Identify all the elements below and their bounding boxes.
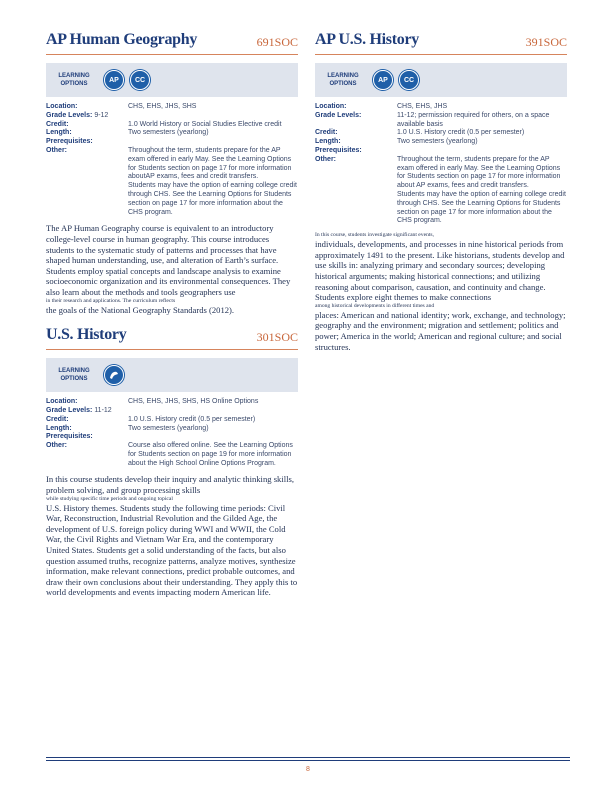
description-text-end: places: American and national identity; work, exchange, and technology; geography and the environment; migration and settlement; politics and power; America in the world; American and regional culture; and social structures. [315, 309, 566, 352]
concurrent-credit-icon: CC [130, 70, 150, 90]
length-label: Length: [315, 138, 341, 146]
online-icon [104, 365, 124, 385]
location-value: CHS, EHS, JHS, SHS [128, 103, 197, 110]
ap-icon: AP [373, 70, 393, 90]
credit-label: Credit: [46, 415, 69, 423]
grade-label: Grade Levels: [46, 406, 93, 414]
ap-icon: AP [104, 70, 124, 90]
grade-label: Grade Levels: [46, 111, 93, 119]
course-info [46, 398, 298, 468]
other-paragraph: Throughout the term, students prepare for the AP exam offered in early May. See the Learning Options for Students section on page 17 for more information about AP exams, fees and credit transfers. [397, 155, 561, 190]
course-description [46, 474, 298, 598]
course-info [315, 103, 567, 226]
grade-label: Grade Levels: [315, 111, 362, 119]
footer-rule [46, 757, 570, 761]
learning-options-band [46, 63, 298, 97]
location-label: Location: [46, 103, 78, 110]
other-value [397, 156, 567, 226]
learning-options-label: LEARNING OPTIONS [58, 368, 90, 383]
credit-value: 1.0 U.S. History credit (0.5 per semester) [128, 415, 256, 423]
description-fine-print: among historical developments in different times and [315, 302, 435, 309]
course-description [315, 232, 567, 352]
description-fine-print: In this course, students investigate significant events, [315, 232, 434, 239]
course-description [46, 223, 298, 315]
course-us-history [46, 325, 298, 598]
other-paragraph: Students may have the option of earning college credit through CHS. See the Learning Options for Students section on page 17 for more information about the CHS program. [128, 182, 297, 216]
credit-label: Credit: [46, 120, 69, 128]
description-fine-print: while studying specific time periods and ongoing topical [46, 495, 173, 502]
length-value: Two semesters (yearlong) [397, 138, 478, 146]
other-label: Other: [46, 442, 67, 450]
page-number: 8 [306, 766, 310, 773]
grade-value: 11-12 [94, 406, 112, 414]
course-code: 391SOC [525, 35, 567, 49]
course-header [46, 30, 298, 55]
grade-value: 9-12 [94, 111, 109, 119]
course-ap-human-geography [46, 30, 298, 315]
location-value: CHS, EHS, JHS, SHS, HS Online Options [128, 398, 259, 406]
description-text-end: the goals of the National Geography Standards (2012). [46, 304, 235, 315]
location-label: Location: [315, 103, 347, 110]
prereq-label: Prerequisites: [315, 146, 362, 154]
prereq-label: Prerequisites: [46, 138, 93, 146]
prereq-label: Prerequisites: [46, 433, 93, 441]
description-text-end: U.S. History themes. Students study the following time periods: Civil War, Reconstruction, Industrial Revolution and the Gilded Age, the development of U.S. foreign policy during WWI and WWII, the Cold War, the Civil Rights and Vietnam War Era, and the contemporary United States. Students get a solid understanding of the facts, but also question assumed truths, recognize patterns, analyze motives, synthesize information, make relevant connections, predict probable outcomes, and draw their own conclusions about their understanding. They apply this to world developments and events impacting modern American life. [46, 502, 298, 598]
left-column [46, 30, 298, 598]
description-text: The AP Human Geography course is equivalent to an introductory college-level course in human geography. This course introduces students to the systematic study of patterns and processes that have shaped human understanding, use, and alteration of Earth’s surface. Students employ spatial concepts and landscape analysis to examine socioeconomic organization and its environmental consequences. They also learn about the methods and tools geographers use [46, 223, 291, 297]
learning-options-label: LEARNING OPTIONS [327, 73, 359, 87]
description-fine-print: in their research and applications. The curriculum reflects [46, 297, 176, 304]
learning-options-band [46, 358, 298, 392]
description-text: individuals, developments, and processes in nine historical periods from approximately 1491 to the present. Like historians, students develop and use skills in: analyzing primary and secondary sources; developing historical arguments; making historical connections; and utilizing reasoning about comparison, causation, and continuity and change. Students explore eight themes to make connections [315, 239, 565, 303]
course-title: AP U.S. History [315, 31, 419, 48]
length-value: Two semesters (yearlong) [128, 129, 209, 137]
learning-options-band [315, 63, 567, 97]
learning-options-label: LEARNING OPTIONS [58, 73, 90, 87]
course-info [46, 103, 298, 217]
location-label: Location: [46, 398, 78, 406]
credit-value: 1.0 World History or Social Studies Elective credit [128, 120, 282, 128]
length-label: Length: [46, 424, 72, 432]
course-title: U.S. History [46, 326, 127, 344]
other-paragraph: Students may have the option of earning college credit through CHS. See the Learning Options for Students section on page 17 for more information about the CHS program. [397, 190, 566, 225]
course-header [315, 30, 567, 55]
length-value: Two semesters (yearlong) [128, 424, 209, 432]
course-title: AP Human Geography [46, 31, 198, 48]
course-code: 691SOC [256, 35, 298, 49]
other-value [128, 147, 298, 217]
other-paragraph: Throughout the term, students prepare for the AP exam offered in early May. See the Learning Options for Students section on page 17 for more information aboutAP exams, fees and credit transfers. [128, 146, 292, 181]
course-ap-us-history [315, 30, 567, 352]
credit-value: 1.0 U.S. History credit (0.5 per semester) [397, 129, 525, 137]
course-code: 301SOC [256, 330, 298, 345]
length-label: Length: [46, 129, 72, 137]
concurrent-credit-icon: CC [399, 70, 419, 90]
location-value: CHS, EHS, JHS [397, 103, 448, 110]
other-paragraph: Course also offered online. See the Learning Options for Students section on page 19 for more information about the High School Online Options Program. [128, 442, 293, 467]
credit-label: Credit: [315, 129, 338, 137]
grade-value: 11-12; permission required for others, on a space available basis [397, 111, 550, 128]
course-header [46, 325, 298, 350]
other-value [128, 442, 298, 468]
other-label: Other: [46, 146, 67, 154]
other-label: Other: [315, 155, 336, 163]
description-text: In this course students develop their inquiry and analytic thinking skills, problem solving, and group processing skills [46, 474, 294, 496]
right-column [315, 30, 567, 352]
